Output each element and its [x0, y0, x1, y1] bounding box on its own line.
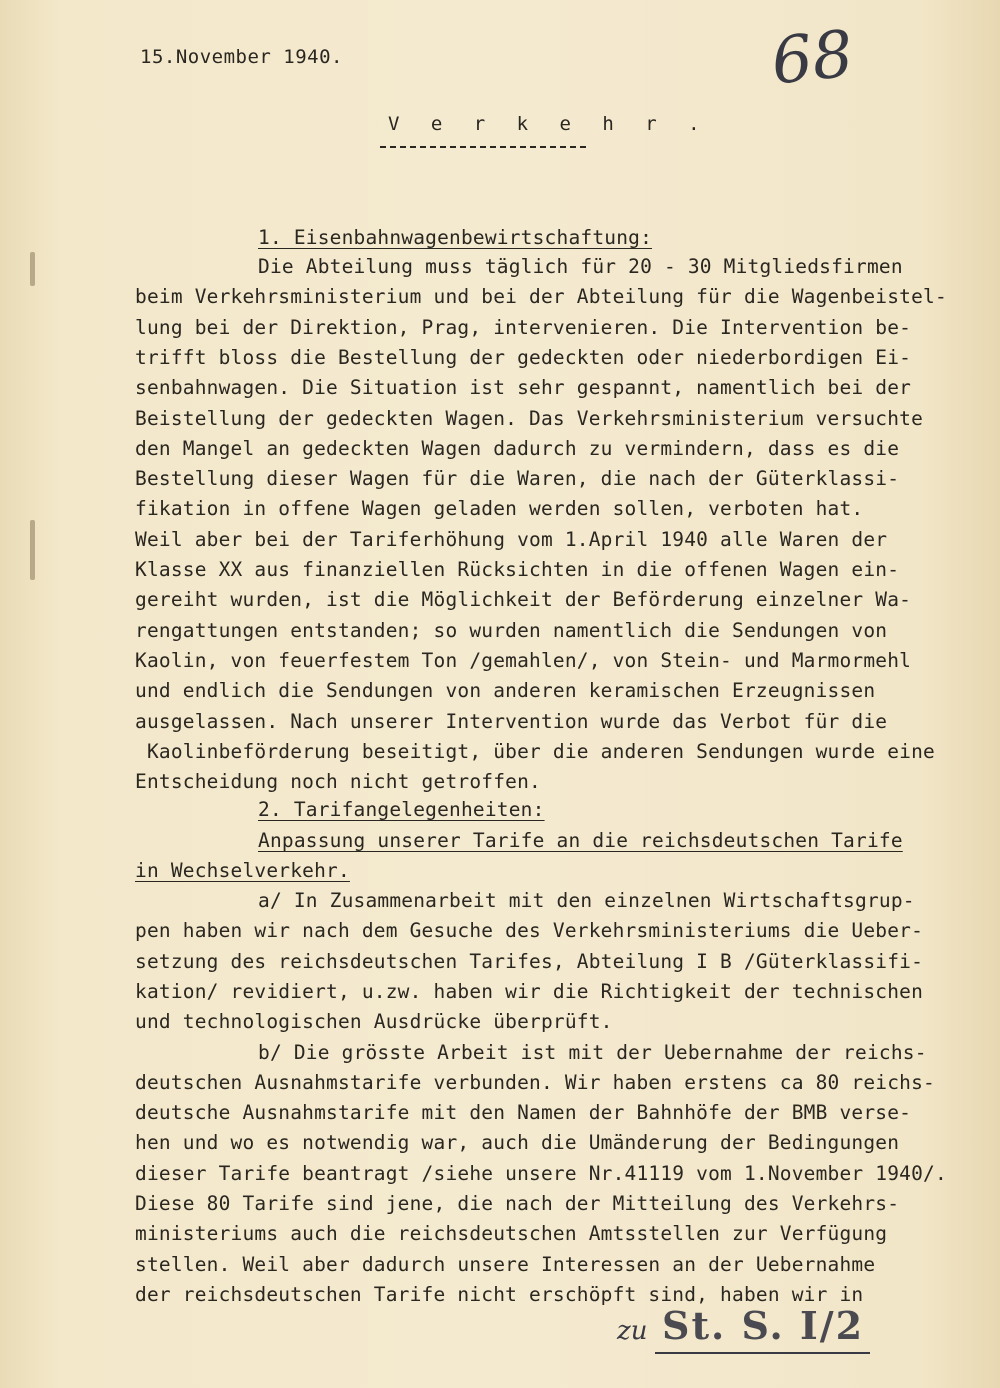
section-1-heading: 1. Eisenbahnwagenbewirtschaftung: — [258, 226, 653, 249]
body-line: hen und wo es notwendig war, auch die Umänderung der Bedingungen — [135, 1131, 900, 1155]
body-line: dieser Tarife beantragt /siehe unsere Nr.41119 vom 1.November 1940/. — [135, 1161, 947, 1185]
body-line: Klasse XX aus finanziellen Rücksichten in die offenen Wagen ein- — [135, 558, 900, 581]
body-line: b/ Die grösste Arbeit ist mit der Uebernahme der reichs- — [258, 1040, 927, 1064]
section-2-subheading-continued: in Wechselverkehr. — [135, 859, 350, 882]
body-line: ausgelassen. Nach unserer Intervention wurde das Verbot für die — [135, 709, 888, 733]
punch-hole-mark — [30, 520, 35, 580]
title-underline — [380, 146, 586, 148]
body-line: deutschen Ausnahmstarife verbunden. Wir haben erstens ca 80 reichs- — [135, 1070, 935, 1094]
section-2-subheading: Anpassung unserer Tarife an die reichsdeutschen Tarife — [258, 829, 903, 852]
body-line: beim Verkehrsministerium und bei der Abteilung für die Wagenbeistel- — [135, 285, 947, 309]
body-line: Weil aber bei der Tariferhöhung vom 1.April 1940 alle Waren der — [135, 527, 888, 551]
body-line: lung bei der Direktion, Prag, intervenieren. Die Intervention be- — [135, 315, 912, 339]
body-line: Die Abteilung muss täglich für 20 - 30 Mitgliedsfirmen — [258, 255, 903, 278]
body-line: Kaolinbeförderung beseitigt, über die anderen Sendungen wurde eine — [135, 739, 935, 763]
body-line: deutsche Ausnahmstarife mit den Namen der Bahnhöfe der BMB verse- — [135, 1101, 912, 1125]
body-line: Kaolin, von feuerfestem Ton /gemahlen/, von Stein- und Marmormehl — [135, 648, 912, 672]
document-title: V e r k e h r . — [388, 113, 710, 135]
body-line: a/ In Zusammenarbeit mit den einzelnen Wirtschaftsgrup- — [258, 889, 915, 912]
body-line: gereiht wurden, ist die Möglichkeit der Beförderung einzelner Wa- — [135, 588, 912, 612]
body-line: Entscheidung noch nicht getroffen. — [135, 770, 541, 794]
handwritten-note: zu — [617, 1316, 648, 1346]
body-line: der reichsdeutschen Tarife nicht erschöpft sind, haben wir in — [135, 1282, 864, 1306]
body-line: senbahnwagen. Die Situation ist sehr gespannt, namentlich bei der — [135, 376, 912, 400]
section-2-heading: 2. Tarifangelegenheiten: — [258, 798, 545, 821]
body-line: fikation in offene Wagen geladen werden sollen, verboten hat. — [135, 497, 864, 521]
body-line: trifft bloss die Bestellung der gedeckten oder niederbordigen Ei- — [135, 345, 912, 369]
body-line: pen haben wir nach dem Gesuche des Verkehrsministeriums die Ueber- — [135, 919, 924, 943]
body-line: stellen. Weil aber dadurch unsere Interessen an der Uebernahme — [135, 1252, 876, 1276]
document-date: 15.November 1940. — [140, 46, 343, 68]
punch-hole-mark — [30, 252, 35, 286]
body-line: Bestellung dieser Wagen für die Waren, die nach der Güterklassi- — [135, 467, 900, 491]
stamp-underline — [655, 1352, 870, 1354]
body-line: ministeriums auch die reichsdeutschen Amtsstellen zur Verfügung — [135, 1222, 888, 1246]
body-line: rengattungen entstanden; so wurden namentlich die Sendungen von — [135, 618, 888, 642]
body-line: und endlich die Sendungen von anderen keramischen Erzeugnissen — [135, 679, 876, 703]
body-line: Beistellung der gedeckten Wagen. Das Verkehrsministerium versuchte — [135, 406, 924, 430]
body-line: den Mangel an gedeckten Wagen dadurch zu vermindern, dass es die — [135, 436, 900, 460]
body-line: setzung des reichsdeutschen Tarifes, Abteilung I B /Güterklassifi- — [135, 949, 924, 973]
folio-number: 68 — [768, 17, 857, 100]
body-line: kation/ revidiert, u.zw. haben wir die Richtigkeit der technischen — [135, 979, 924, 1003]
office-stamp: St. S. I/2 — [662, 1303, 865, 1348]
body-line: und technologischen Ausdrücke überprüft. — [135, 1010, 613, 1034]
body-line: Diese 80 Tarife sind jene, die nach der Mitteilung des Verkehrs- — [135, 1192, 900, 1215]
